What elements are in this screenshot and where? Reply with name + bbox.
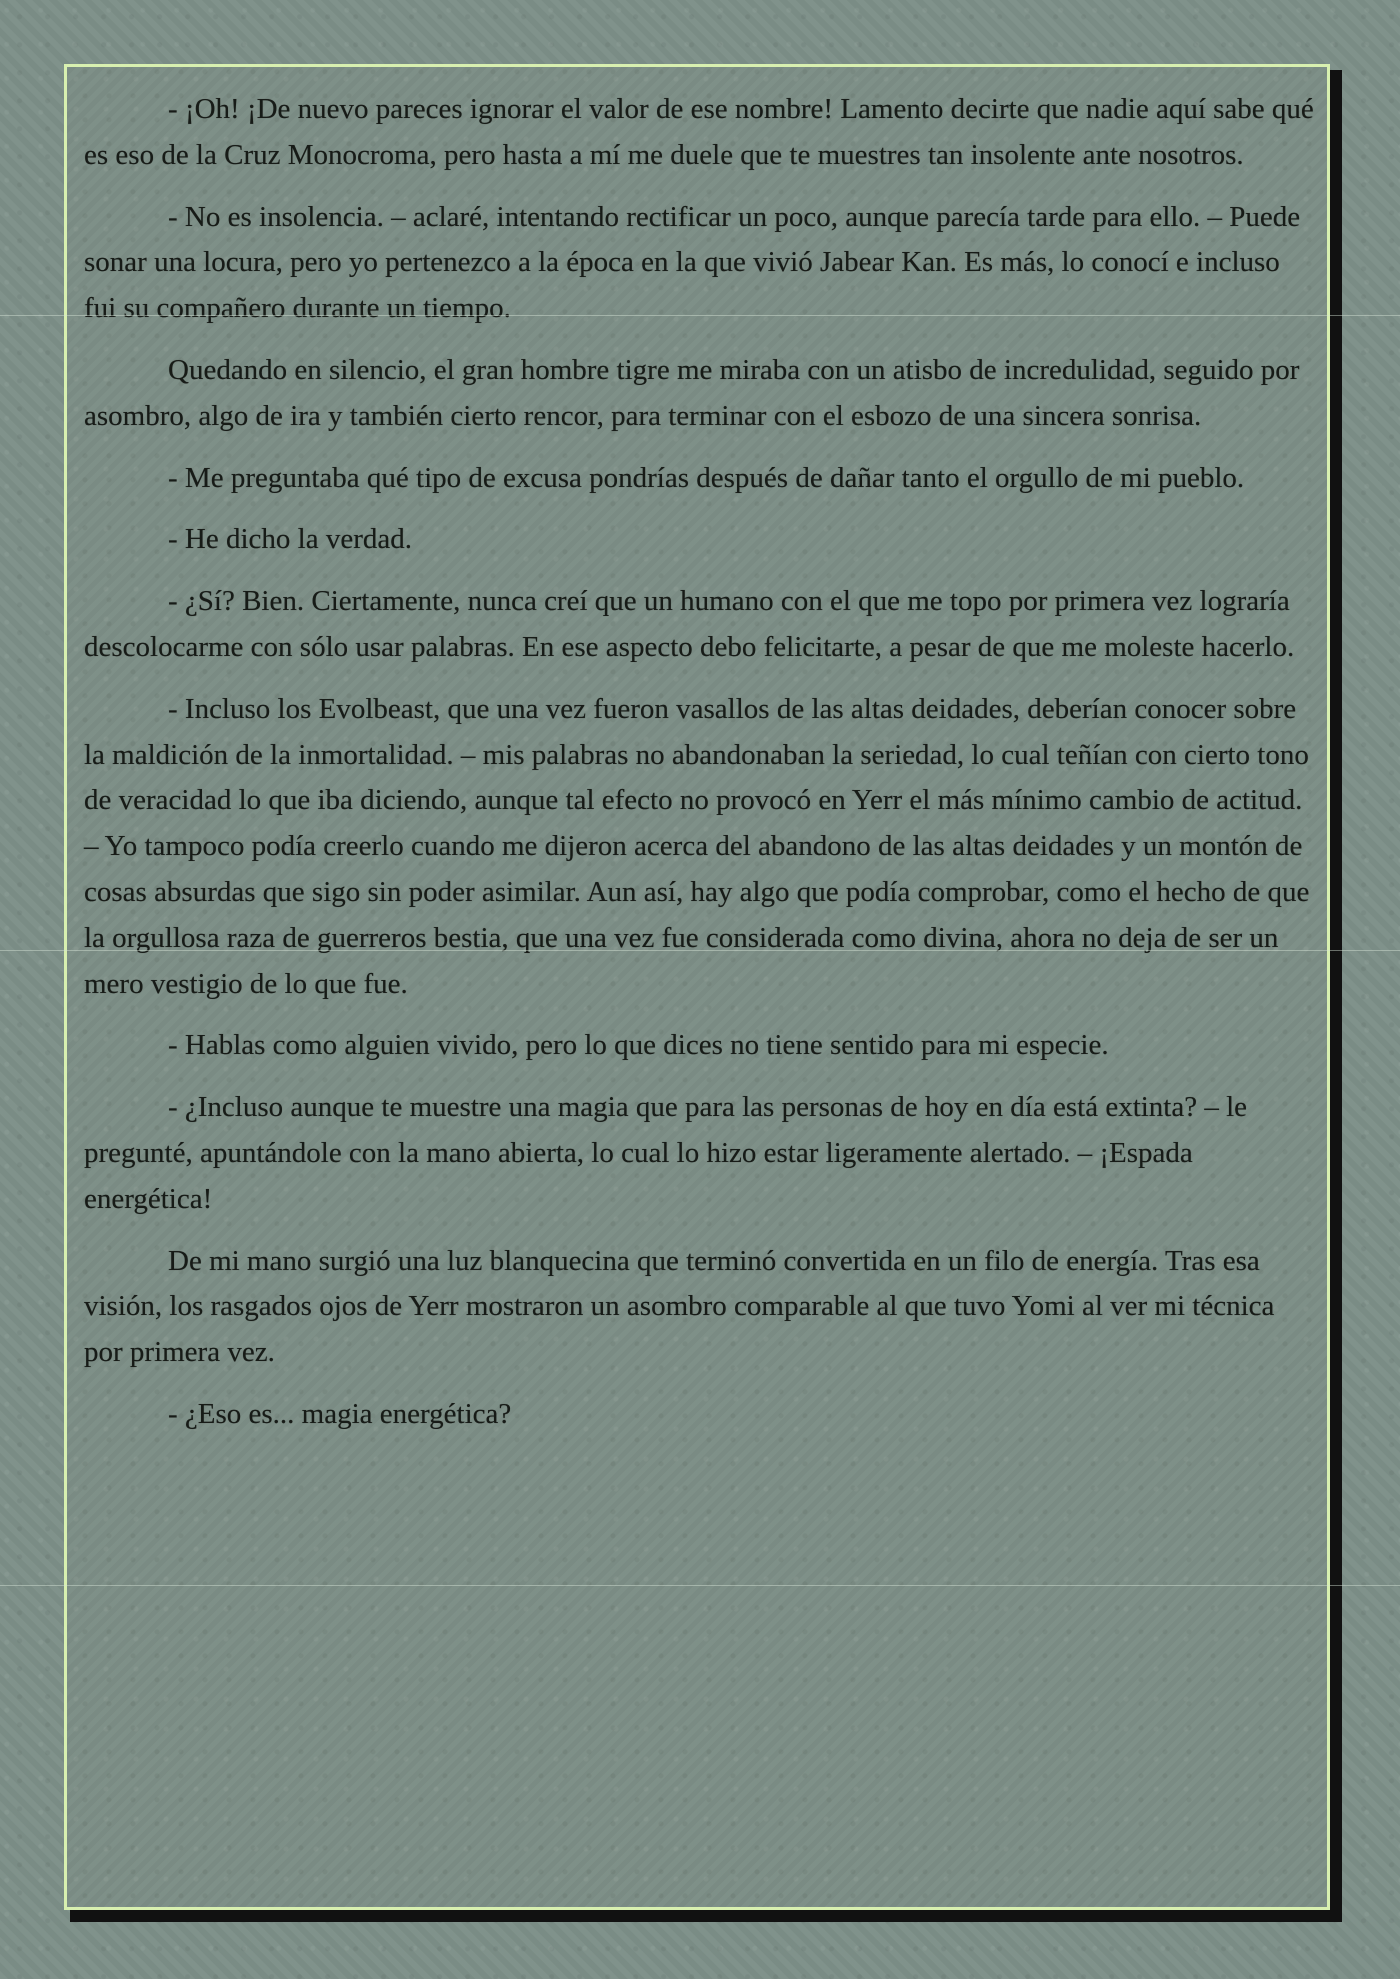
page-frame (64, 64, 1330, 1910)
paragraph-11: - ¿Eso es... magia energética? (168, 1397, 512, 1430)
paragraph-2: - No es insolencia. – aclaré, intentando rectificar un poco, aunque parecía tarde para ello. – Puede sonar una locura, pero yo pertenezco a la época en la que vivió Jabear Kan. Es más, lo conocí e incluso fui su compañero durante un tiempo. (84, 200, 1301, 325)
scan-seam-line (0, 950, 1400, 951)
paragraph-6: - ¿Sí? Bien. Ciertamente, nunca creí que un humano con el que me topo por primera vez lograría descolocarme con sólo usar palabras. En ese aspecto debo felicitarte, a pesar de que me moleste hacerlo. (84, 585, 1295, 663)
paragraph-1: - ¡Oh! ¡De nuevo pareces ignorar el valor de ese nombre! Lamento decirte que nadie aquí sabe qué es eso de la Cruz Monocroma, pero hasta a mí me duele que te muestres tan insolente ante nosotros. (84, 93, 1314, 171)
paragraph-10: De mi mano surgió una luz blanquecina que terminó convertida en un filo de energía. Tras esa visión, los rasgados ojos de Yerr mostraron un asombro comparable al que tuvo Yomi al ver mi técnica por primera vez. (84, 1244, 1275, 1369)
paragraph-4: - Me preguntaba qué tipo de excusa pondrías después de dañar tanto el orgullo de mi pueblo. (168, 461, 1245, 494)
paragraph-9: - ¿Incluso aunque te muestre una magia que para las personas de hoy en día está extinta? – le pregunté, apuntándole con la mano abierta, lo cual lo hizo estar ligeramente alertado. – ¡Espada energética! (84, 1091, 1248, 1215)
paragraph-5: - He dicho la verdad. (168, 523, 412, 556)
text-body (84, 87, 1316, 1454)
scan-seam-line (0, 1585, 1400, 1586)
paragraph-7: - Incluso los Evolbeast, que una vez fueron vasallos de las altas deidades, deberían conocer sobre la maldición de la inmortalidad. – mis palabras no abandonaban la seriedad, lo cual teñían con cierto tono de veracidad lo que iba diciendo, aunque tal efecto no provocó en Yerr el más mínimo cambio de actitud. – Yo tampoco podía creerlo cuando me dijeron acerca del abandono de las altas deidades y un montón de cosas absurdas que sigo sin poder asimilar. Aun así, hay algo que podía comprobar, como el hecho de que la orgullosa raza de guerreros bestia, que una vez fue considerada como divina, ahora no deja de ser un mero vestigio de lo que fue. (84, 692, 1310, 1000)
scan-seam-line (0, 315, 1400, 316)
paragraph-8: - Hablas como alguien vivido, pero lo que dices no tiene sentido para mi especie. (168, 1029, 1109, 1062)
paragraph-3: Quedando en silencio, el gran hombre tigre me miraba con un atisbo de incredulidad, seguido por asombro, algo de ira y también cierto rencor, para terminar con el esbozo de una sincera sonrisa. (84, 353, 1300, 432)
